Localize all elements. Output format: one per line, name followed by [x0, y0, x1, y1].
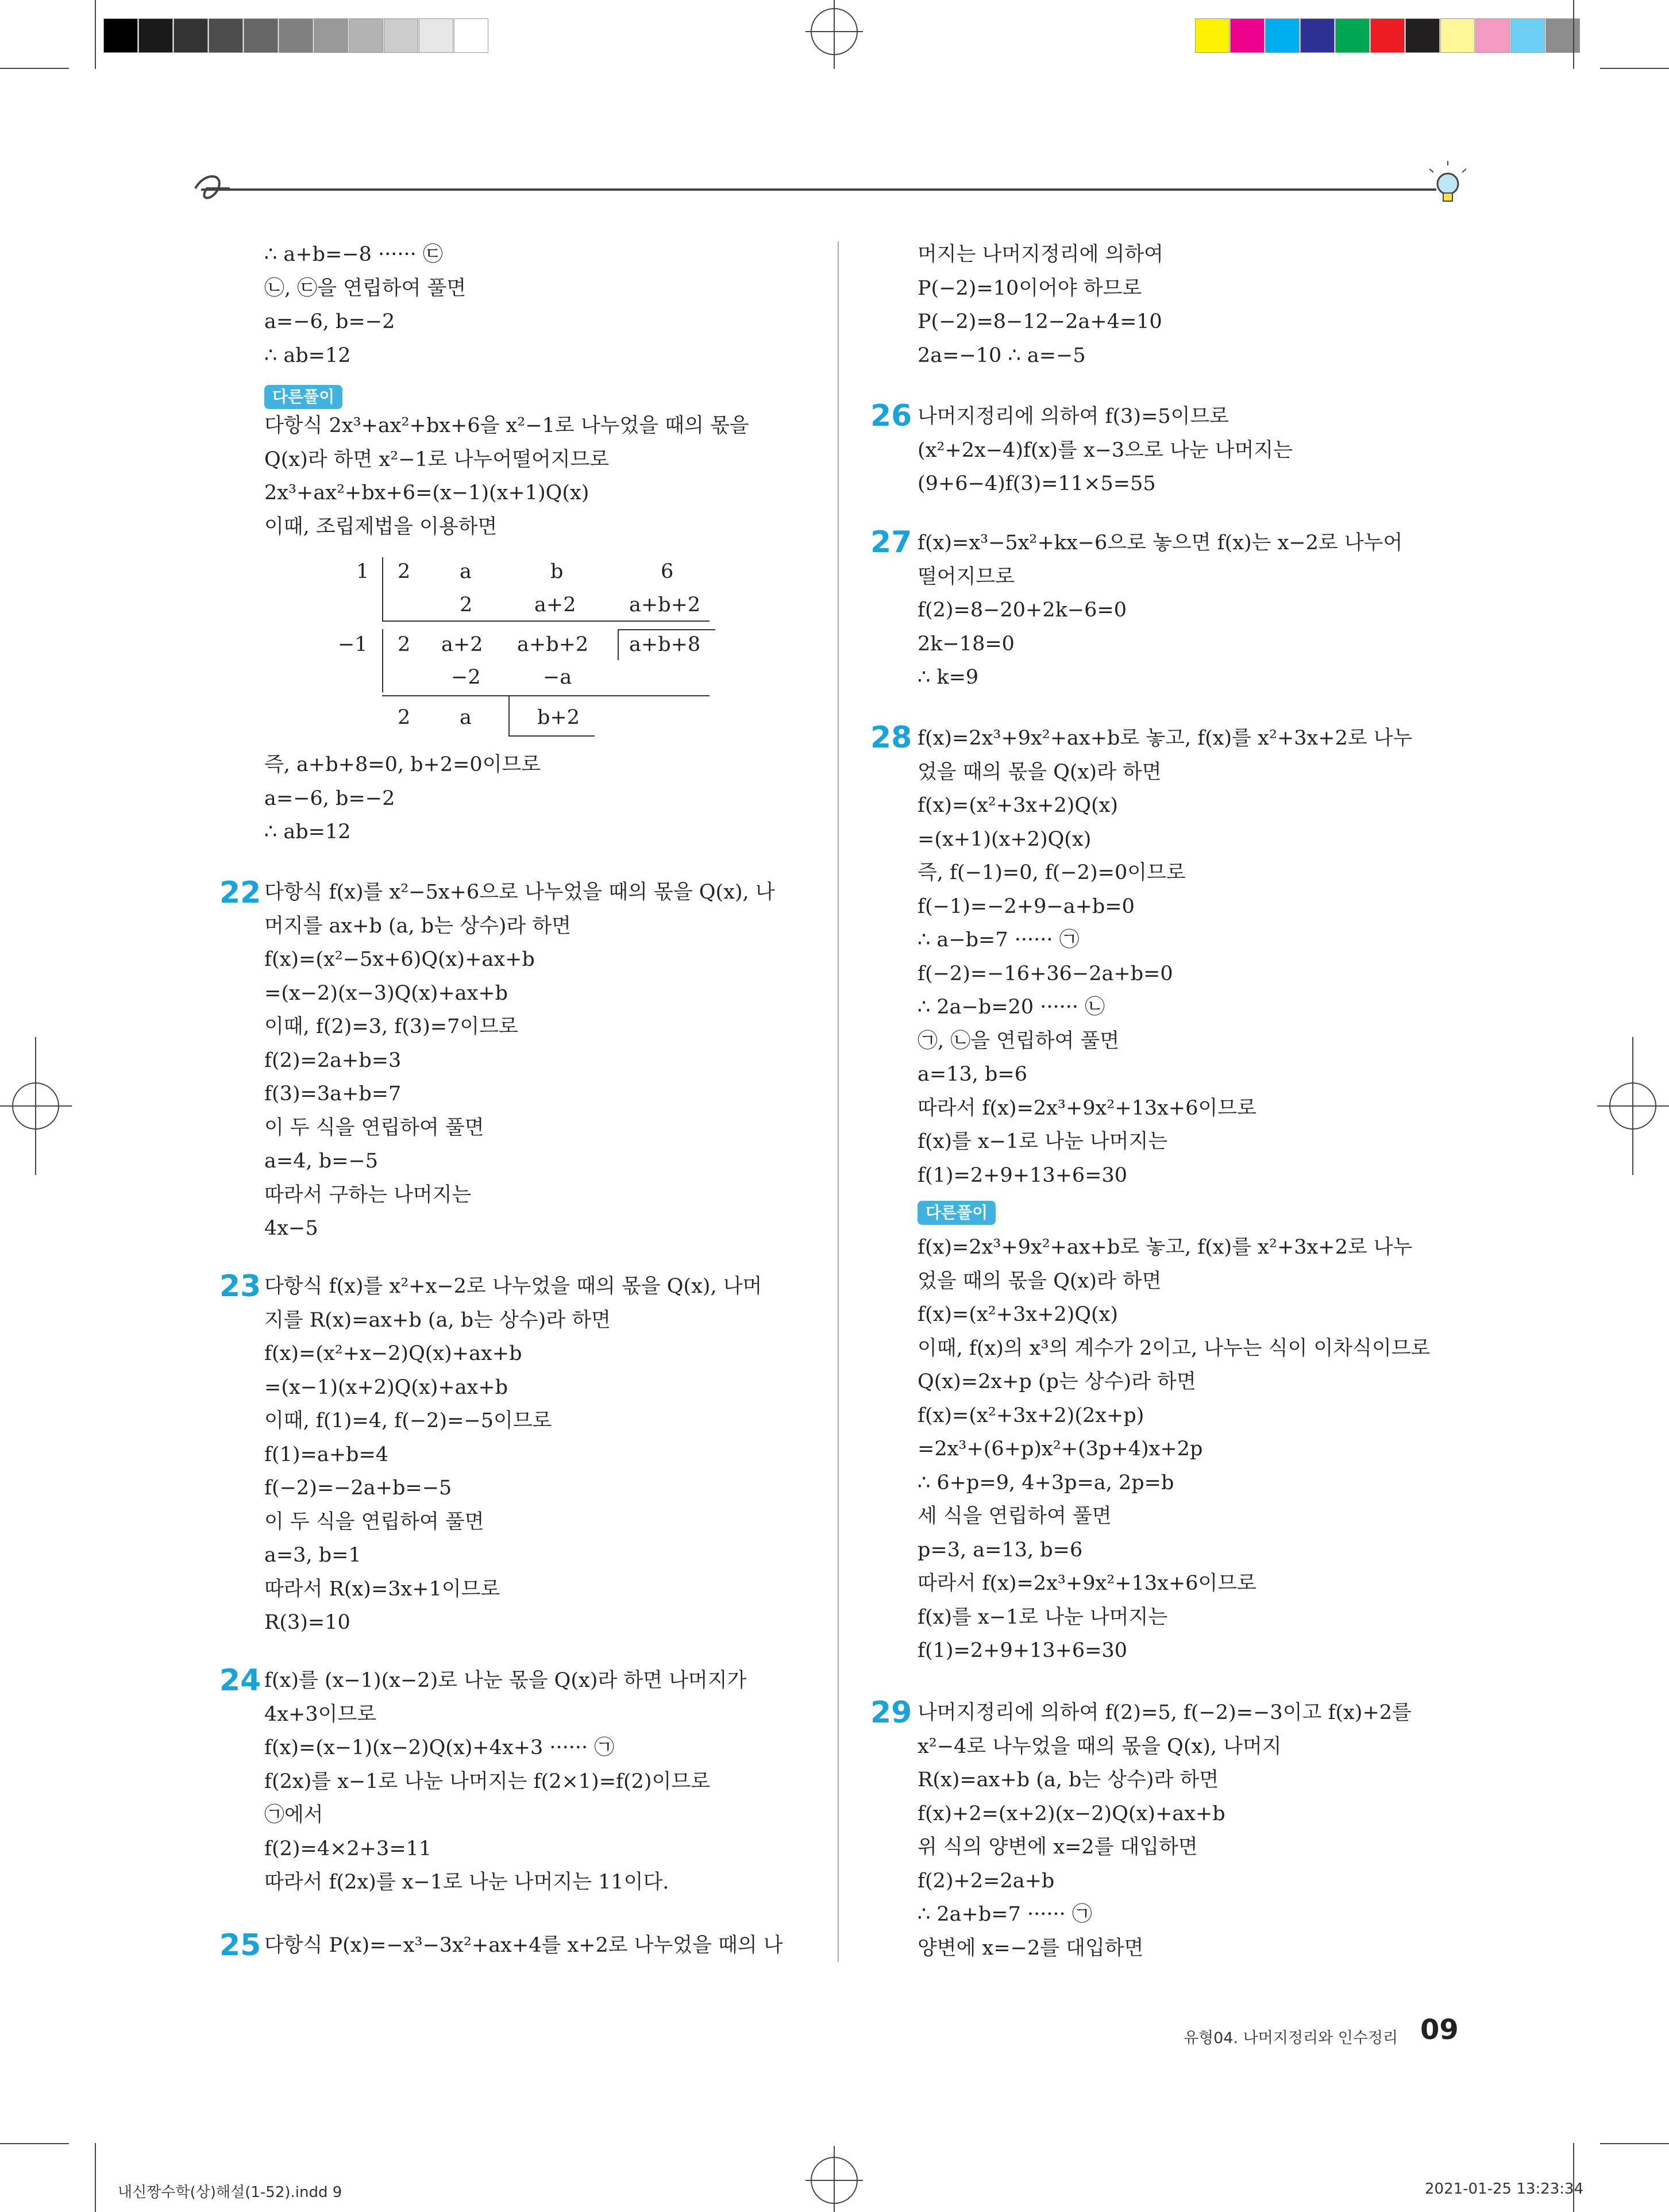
text-line: ㉠에서 — [264, 1803, 323, 1826]
registration-mark — [805, 2146, 863, 2212]
page-number: 09 — [1420, 2014, 1459, 2046]
table-cell: b — [550, 560, 564, 583]
problem-number: 29 — [870, 1695, 912, 1730]
problem-number: 24 — [219, 1663, 261, 1698]
text-line: Q(x)라 하면 x²−1로 나누어떨어지므로 — [264, 448, 610, 471]
text-line: =(x+1)(x+2)Q(x) — [918, 827, 1092, 851]
text-line: Q(x)=2x+p (p는 상수)라 하면 — [918, 1370, 1196, 1393]
text-line: 이때, f(2)=3, f(3)=7이므로 — [264, 1015, 518, 1038]
table-cell: 2 — [398, 560, 411, 583]
text-line: a=−6, b=−2 — [264, 787, 395, 810]
text-line: P(−2)=8−12−2a+4=10 — [918, 310, 1162, 333]
color-swatch — [1405, 18, 1440, 53]
text-line: f(2x)를 x−1로 나눈 나머지는 f(2×1)=f(2)이므로 — [264, 1770, 711, 1793]
chapter-title: 유형04. 나머지정리와 인수정리 — [1184, 2029, 1398, 2047]
text-line: 다항식 f(x)를 x²+x−2로 나누었을 때의 몫을 Q(x), 나머 — [264, 1275, 762, 1298]
registration-mark — [0, 1037, 72, 1175]
text-line: 머지를 ax+b (a, b는 상수)라 하면 — [264, 914, 571, 938]
text-line: 지를 R(x)=ax+b (a, b는 상수)라 하면 — [264, 1308, 611, 1332]
color-swatch — [279, 18, 313, 53]
table-cell: −a — [543, 666, 572, 689]
problem-number: 28 — [870, 720, 912, 755]
table-cell: a+b+2 — [517, 633, 589, 656]
text-line: 따라서 R(x)=3x+1이므로 — [264, 1577, 500, 1601]
text-line: f(x)=(x²−5x+6)Q(x)+ax+b — [264, 948, 535, 971]
text-line: 다항식 P(x)=−x³−3x²+ax+4를 x+2로 나누었을 때의 나 — [264, 1934, 783, 1957]
text-line: f(1)=2+9+13+6=30 — [918, 1639, 1128, 1662]
color-swatch — [1300, 18, 1335, 53]
color-swatch — [103, 18, 138, 53]
text-line: 나머지정리에 의하여 f(3)=5이므로 — [918, 405, 1229, 428]
text-line: f(x)=(x²+x−2)Q(x)+ax+b — [264, 1342, 522, 1365]
table-cell: a — [460, 560, 472, 583]
text-line: P(−2)=10이어야 하므로 — [918, 276, 1142, 300]
color-swatch — [1370, 18, 1405, 53]
text-line: 이 두 식을 연립하여 풀면 — [264, 1510, 484, 1533]
text-line: f(x)=2x³+9x²+ax+b로 놓고, f(x)를 x²+3x+2로 나누 — [918, 1236, 1413, 1259]
text-line: f(−2)=−2a+b=−5 — [264, 1477, 452, 1500]
color-swatch — [1440, 18, 1475, 53]
text-line: 양변에 x=−2를 대입하면 — [918, 1936, 1144, 1960]
text-line: p=3, a=13, b=6 — [918, 1538, 1083, 1562]
text-line: a=−6, b=−2 — [264, 310, 395, 333]
text-line: a=3, b=1 — [264, 1544, 361, 1567]
color-swatch — [1545, 18, 1580, 53]
text-line: 다항식 f(x)를 x²−5x+6으로 나누었을 때의 몫을 Q(x), 나 — [264, 881, 775, 904]
text-line: 즉, f(−1)=0, f(−2)=0이므로 — [918, 861, 1186, 884]
problem-number: 26 — [870, 399, 912, 433]
crop-mark — [0, 68, 69, 69]
text-line: ∴ k=9 — [918, 666, 979, 689]
crop-mark — [1600, 2143, 1669, 2144]
table-cell: a+b+2 — [629, 594, 701, 616]
text-line: x²−4로 나누었을 때의 몫을 Q(x), 나머지 — [918, 1735, 1282, 1758]
text-line: ∴ 6+p=9, 4+3p=a, 2p=b — [918, 1471, 1174, 1494]
text-line: f(x)를 (x−1)(x−2)로 나눈 몫을 Q(x)라 하면 나머지가 — [264, 1669, 747, 1692]
text-line: 었을 때의 몫을 Q(x)라 하면 — [918, 1269, 1162, 1293]
alt-solution-badge: 다른풀이 — [264, 385, 342, 409]
text-line: f(x)=(x²+3x+2)Q(x) — [918, 1303, 1119, 1326]
crop-mark — [95, 0, 96, 69]
text-line: a=4, b=−5 — [264, 1150, 379, 1173]
color-swatch — [314, 18, 348, 53]
registration-mark — [805, 0, 863, 69]
text-line: a=13, b=6 — [918, 1063, 1027, 1086]
text-line: 2a=−10 ∴ a=−5 — [918, 344, 1086, 367]
text-line: R(x)=ax+b (a, b는 상수)라 하면 — [918, 1768, 1219, 1791]
problem-number: 22 — [219, 876, 261, 910]
table-cell: 6 — [661, 560, 674, 583]
text-line: 따라서 f(x)=2x³+9x²+13x+6이므로 — [918, 1572, 1256, 1595]
table-cell: 2 — [398, 633, 411, 656]
text-line: f(x)=2x³+9x²+ax+b로 놓고, f(x)를 x²+3x+2로 나누 — [918, 727, 1413, 750]
text-line: 따라서 f(2x)를 x−1로 나눈 나머지는 11이다. — [264, 1871, 669, 1894]
text-line: ∴ 2a−b=20 ······ ㉡ — [918, 996, 1105, 1019]
color-swatch — [209, 18, 243, 53]
text-line: 2k−18=0 — [918, 632, 1015, 656]
crop-mark — [95, 2143, 96, 2212]
text-line: ㉡, ㉢을 연립하여 풀면 — [264, 276, 467, 300]
text-line: f(x)를 x−1로 나눈 나머지는 — [918, 1130, 1168, 1153]
header-decoration — [190, 161, 1471, 218]
color-swatch — [1230, 18, 1265, 53]
text-line: f(2)=8−20+2k−6=0 — [918, 599, 1127, 622]
color-swatch — [349, 18, 383, 53]
color-swatch — [1335, 18, 1370, 53]
registration-mark — [1597, 1037, 1669, 1175]
text-line: =(x−2)(x−3)Q(x)+ax+b — [264, 981, 508, 1005]
text-line: 이 두 식을 연립하여 풀면 — [264, 1116, 484, 1139]
text-line: f(−1)=−2+9−a+b=0 — [918, 895, 1135, 918]
table-cell: −2 — [451, 666, 481, 689]
text-line: R(3)=10 — [264, 1611, 350, 1634]
text-line: 이때, f(x)의 x³의 계수가 2이고, 나누는 식이 이차식이므로 — [918, 1336, 1431, 1360]
alt-solution-badge: 다른풀이 — [918, 1201, 996, 1225]
table-cell: a+2 — [441, 633, 483, 656]
knot-icon — [195, 176, 230, 198]
color-swatch — [454, 18, 488, 53]
text-line: 세 식을 연립하여 풀면 — [918, 1505, 1112, 1528]
text-line: f(2)=2a+b=3 — [264, 1049, 402, 1072]
crop-mark — [1600, 68, 1669, 69]
text-line: f(1)=a+b=4 — [264, 1443, 389, 1466]
color-swatch — [138, 18, 173, 53]
text-line: f(x)=(x²+3x+2)(2x+p) — [918, 1404, 1144, 1427]
text-line: ∴ a+b=−8 ······ ㉢ — [264, 243, 443, 266]
text-line: (x²+2x−4)f(x)를 x−3으로 나눈 나머지는 — [918, 438, 1293, 462]
text-line: 4x+3이므로 — [264, 1702, 377, 1726]
table-cell: 2 — [460, 594, 473, 616]
color-swatch — [1475, 18, 1510, 53]
text-line: (9+6−4)f(3)=11×5=55 — [918, 472, 1156, 495]
color-swatch — [419, 18, 453, 53]
text-line: 4x−5 — [264, 1217, 318, 1240]
color-swatch — [1265, 18, 1300, 53]
table-cell: a — [460, 706, 472, 729]
color-swatch — [384, 18, 418, 53]
text-line: =2x³+(6+p)x²+(3p+4)x+2p — [918, 1438, 1203, 1460]
table-cell: a+b+8 — [629, 633, 701, 656]
text-line: 이때, f(1)=4, f(−2)=−5이므로 — [264, 1409, 552, 1432]
text-line: 따라서 구하는 나머지는 — [264, 1183, 472, 1207]
column-divider — [838, 241, 839, 1962]
timestamp: 2021-01-25 13:23:34 — [1425, 2180, 1584, 2198]
text-line: f(3)=3a+b=7 — [264, 1082, 402, 1105]
text-line: ㉠, ㉡을 연립하여 풀면 — [918, 1029, 1120, 1053]
color-swatch — [174, 18, 208, 53]
text-line: 다항식 2x³+ax²+bx+6을 x²−1로 나누었을 때의 몫을 — [264, 414, 749, 437]
text-line: f(x)=x³−5x²+kx−6으로 놓으면 f(x)는 x−2로 나누어 — [918, 531, 1403, 554]
text-line: f(x)를 x−1로 나눈 나머지는 — [918, 1605, 1168, 1629]
problem-number: 23 — [219, 1269, 261, 1304]
text-line: f(−2)=−16+36−2a+b=0 — [918, 962, 1173, 985]
text-line: ∴ 2a+b=7 ······ ㉠ — [918, 1903, 1092, 1926]
problem-number: 27 — [870, 525, 912, 560]
file-name: 내신짱수학(상)해설(1-52).indd 9 — [118, 2184, 342, 2201]
lightbulb-icon — [1429, 161, 1466, 201]
table-cell: 1 — [356, 560, 369, 583]
color-swatch — [1195, 18, 1229, 53]
crop-mark — [0, 2143, 69, 2144]
color-swatch — [1510, 18, 1545, 53]
text-line: f(x)=(x²+3x+2)Q(x) — [918, 794, 1119, 817]
text-line: f(x)=(x−1)(x−2)Q(x)+4x+3 ······ ㉠ — [264, 1736, 615, 1759]
text-line: 따라서 f(x)=2x³+9x²+13x+6이므로 — [918, 1096, 1256, 1120]
text-line: 위 식의 양변에 x=2를 대입하면 — [918, 1836, 1198, 1859]
text-line: 었을 때의 몫을 Q(x)라 하면 — [918, 760, 1162, 784]
table-cell: −1 — [338, 633, 368, 656]
table-cell: b+2 — [537, 706, 580, 729]
text-line: f(x)+2=(x+2)(x−2)Q(x)+ax+b — [918, 1802, 1225, 1825]
text-line: f(2)+2=2a+b — [918, 1869, 1055, 1893]
color-swatch — [244, 18, 278, 53]
text-line: 머지는 나머지정리에 의하여 — [918, 243, 1163, 266]
text-line: f(2)=4×2+3=11 — [264, 1837, 432, 1860]
crop-mark — [1573, 0, 1574, 69]
text-line: ∴ a−b=7 ······ ㉠ — [918, 928, 1080, 951]
text-line: ∴ ab=12 — [264, 820, 351, 843]
text-line: =(x−1)(x+2)Q(x)+ax+b — [264, 1375, 508, 1399]
text-line: 나머지정리에 의하여 f(2)=5, f(−2)=−3이고 f(x)+2를 — [918, 1701, 1412, 1724]
text-line: 이때, 조립제법을 이용하면 — [264, 515, 498, 538]
text-line: 즉, a+b+8=0, b+2=0이므로 — [264, 753, 541, 776]
problem-number: 25 — [219, 1928, 261, 1963]
table-cell: 2 — [398, 706, 411, 729]
text-line: 떨어지므로 — [918, 565, 1015, 588]
table-cell: a+2 — [534, 594, 576, 616]
crop-mark — [1573, 2143, 1574, 2212]
text-line: 2x³+ax²+bx+6=(x−1)(x+1)Q(x) — [264, 481, 589, 504]
text-line: f(1)=2+9+13+6=30 — [918, 1163, 1128, 1187]
text-line: ∴ ab=12 — [264, 344, 351, 367]
